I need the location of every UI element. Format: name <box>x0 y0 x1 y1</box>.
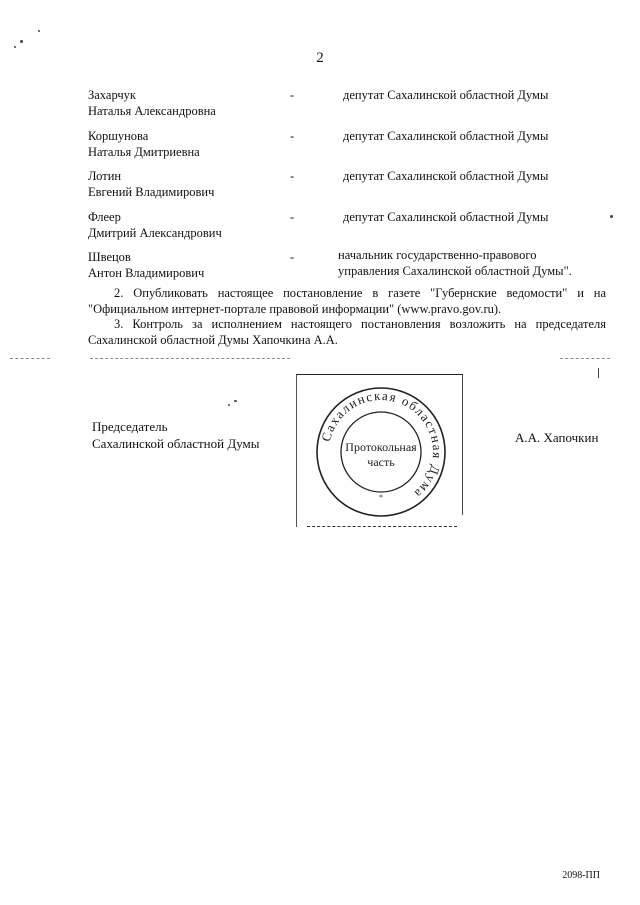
member-surname: Коршунова <box>88 128 149 143</box>
member-role-line: управления Сахалинской областной Думы". <box>338 264 572 278</box>
member-dash: - <box>290 209 295 224</box>
member-role: депутат Сахалинской областной Думы <box>343 209 549 224</box>
signer-name: А.А. Хапочкин <box>515 430 599 445</box>
member-given-name: Антон Владимирович <box>88 266 205 280</box>
scan-speck <box>38 30 40 32</box>
member-entry <box>88 168 608 209</box>
page-number: 2 <box>316 50 324 66</box>
member-given-name: Наталья Александровна <box>88 104 216 118</box>
member-surname: Швецов <box>88 250 131 264</box>
member-entry <box>88 209 608 250</box>
member-entry <box>88 87 608 128</box>
member-list <box>88 87 608 290</box>
member-role-line: начальник государственно-правового <box>338 248 537 262</box>
member-role <box>338 247 608 279</box>
signature-title <box>92 418 260 452</box>
scan-speck <box>14 46 16 48</box>
member-dash: - <box>290 128 295 143</box>
scan-mark <box>90 358 290 359</box>
document-code: 2098-ПП <box>562 870 600 881</box>
member-role: депутат Сахалинской областной Думы <box>343 128 549 143</box>
member-dash: - <box>290 250 295 264</box>
signer-position-line: Сахалинской областной Думы <box>92 436 260 451</box>
seal-center-text: Протокольная <box>345 440 417 454</box>
member-entry <box>88 128 608 169</box>
scan-speck <box>20 40 23 43</box>
scan-mark <box>560 358 610 359</box>
member-surname: Захарчук <box>88 88 136 102</box>
member-given-name: Наталья Дмитриевна <box>88 144 200 159</box>
member-dash: - <box>290 169 295 183</box>
member-dash: - <box>290 88 295 102</box>
member-role: депутат Сахалинской областной Думы <box>343 169 549 183</box>
official-seal <box>313 384 449 520</box>
member-given-name: Евгений Владимирович <box>88 185 215 199</box>
member-entry <box>88 249 608 290</box>
scan-speck <box>234 400 237 402</box>
scan-speck <box>610 215 613 218</box>
member-surname: Лотин <box>88 169 122 183</box>
seal-center-text: часть <box>367 455 395 469</box>
seal-ring-text: Сахалинская областная Дума <box>318 387 446 503</box>
member-surname: Флеер <box>88 209 121 224</box>
paragraph-control: 3. Контроль за исполнением настоящего постановления возложить на председателя Сахалинской областной Думы Хапочкина А.А. <box>88 317 606 347</box>
member-role: депутат Сахалинской областной Думы <box>343 88 549 102</box>
member-given-name: Дмитрий Александрович <box>88 225 222 240</box>
signer-position-line: Председатель <box>92 419 168 434</box>
scan-speck <box>598 368 599 378</box>
seal-star: * <box>379 493 383 502</box>
scan-speck <box>228 404 230 406</box>
paragraph-publication: 2. Опубликовать настоящее постановление в газете "Губернские ведомости" и на "Официальном интернет-портале правовой информации" (www.pravo.gov.ru). <box>88 286 606 316</box>
scan-mark <box>10 358 50 359</box>
